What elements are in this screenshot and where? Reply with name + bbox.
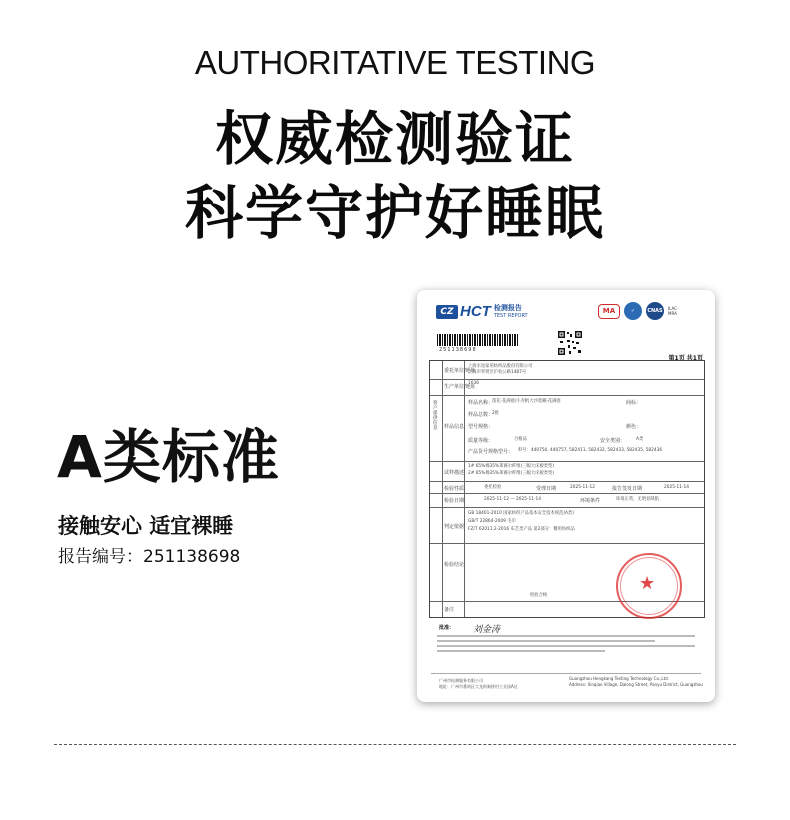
product-code-label: 产品货号规格型号： bbox=[468, 449, 514, 455]
fine-print-line bbox=[437, 640, 655, 642]
sample-section-label: 样品信息 bbox=[444, 424, 465, 430]
footer-address-en: Address: Xinqiao Village, Dalong Street, Panyu District, Guangzhou bbox=[569, 682, 703, 687]
product-code-value: 料号：440750, 440757, 582411, 582432, 582433, 582435, 582436 bbox=[518, 448, 663, 453]
header-chinese-line-2: 科学守护好睡眠 bbox=[184, 179, 605, 247]
grade-subtitle: 接触安心 适宜裸睡 bbox=[58, 514, 234, 538]
fine-print-line bbox=[437, 635, 695, 637]
hct-logo-en: TEST REPORT bbox=[493, 312, 528, 319]
footer-company-cn: 广州市检测服务有限公司 bbox=[439, 678, 483, 683]
test-report-card bbox=[417, 290, 715, 702]
producer-label: 生产单位/地址 bbox=[444, 384, 476, 390]
hct-logo-mark: CZ bbox=[436, 305, 458, 319]
page-number: 第1页 共1页 bbox=[668, 355, 703, 362]
star-icon: ★ bbox=[639, 573, 656, 594]
env-value: 环境正常，无明显缺陷 bbox=[616, 497, 659, 502]
barcode-number: 251138698 bbox=[439, 347, 477, 353]
sample-qty-value: 2批 bbox=[492, 411, 500, 416]
grade-title: A类标准 bbox=[57, 423, 280, 491]
ilac-cert-icon: ✓ bbox=[624, 302, 642, 320]
footer-divider bbox=[431, 673, 701, 674]
hct-logo-text: HCT bbox=[460, 303, 491, 320]
test-type-label: 检验性质 bbox=[444, 486, 465, 492]
footer-address-cn: 地址：广州市番禺区大龙街新桥村工业园A区 bbox=[439, 684, 518, 689]
qr-code-icon bbox=[557, 330, 583, 356]
conclusion-value: 检验合格 bbox=[530, 593, 548, 598]
receive-date-label: 受理日期 bbox=[536, 486, 557, 492]
basis-label: 判定依据 bbox=[444, 524, 465, 530]
sample-brand-label: 商标： bbox=[626, 400, 642, 406]
certification-marks bbox=[598, 302, 684, 320]
specimen-desc-label: 试样描述 bbox=[444, 470, 465, 476]
report-date-label: 报告签发日期 bbox=[612, 486, 643, 492]
quality-grade-value: 合格品 bbox=[514, 437, 527, 442]
dashed-divider bbox=[54, 744, 736, 745]
report-number: 报告编号：251138698 bbox=[58, 547, 241, 567]
basis-value-3: FZ/T 62011.2-2016 布艺类产品 第2部分：餐用纺织品 bbox=[468, 527, 575, 532]
footer-right bbox=[569, 676, 703, 688]
specimen-desc-value-1: 1# 65%棉35%莱赛尔纤维(三幅大床板类型) bbox=[468, 464, 555, 469]
quality-grade-label: 质量等级： bbox=[468, 438, 494, 444]
hct-logo bbox=[436, 303, 528, 320]
specimen-desc-value-2: 2# 65%棉35%莱赛尔纤维(三幅大床板类型) bbox=[468, 471, 555, 476]
sample-qty-label: 样品总数： bbox=[468, 412, 494, 418]
side-section-label: 客户提供信息 bbox=[433, 401, 438, 431]
basis-value-1: GB 18401-2010 国家纺织产品基本安全技术规范(A类) bbox=[468, 511, 574, 516]
header-english-title: AUTHORITATIVE TESTING bbox=[194, 44, 596, 81]
conclusion-label: 检验结论 bbox=[444, 562, 465, 568]
model-label: 型号规格： bbox=[468, 424, 494, 430]
cnas-cert-icon: CNAS bbox=[646, 302, 664, 320]
official-seal-stamp bbox=[616, 553, 682, 619]
barcode-icon bbox=[437, 334, 519, 346]
header-chinese-line-1: 权威检测验证 bbox=[214, 105, 575, 173]
fine-print-line bbox=[437, 650, 605, 652]
test-type-value: 委托检验 bbox=[484, 485, 502, 490]
safety-class-value: A类 bbox=[636, 437, 644, 442]
client-label: 委托单位/地址 bbox=[444, 368, 476, 374]
client-name: 上海水星家用纺织品股份有限公司 bbox=[468, 364, 533, 369]
sample-name-label: 样品名称： bbox=[468, 400, 494, 406]
approver-label: 批准： bbox=[439, 625, 455, 631]
footer-left bbox=[439, 678, 518, 690]
footer-company-en: Guangzhou Hengkang Testing Technology Co.,Ltd. bbox=[569, 676, 669, 681]
basis-value-2: GB/T 22864-2009 毛巾 bbox=[468, 519, 516, 524]
ma-cert-icon: MA bbox=[598, 304, 620, 319]
color-label: 颜色： bbox=[626, 424, 642, 430]
env-label: 环境条件 bbox=[580, 498, 601, 504]
client-address: 上海市奉贤区沪杭公路1487号 bbox=[468, 370, 527, 375]
producer-value: 1036 bbox=[468, 381, 479, 386]
remark-label: 备注 bbox=[444, 607, 455, 613]
report-date-value: 2025-11-14 bbox=[664, 485, 689, 490]
fine-print-line bbox=[437, 645, 695, 647]
sample-name-value: 蓬花·花满庭/小赤帆大沙莫蛾·花满庭 bbox=[492, 399, 561, 404]
test-date-label: 检验日期 bbox=[444, 498, 465, 504]
hct-logo-cn: 检测报告 bbox=[493, 303, 522, 312]
test-date-value: 2025-11-12 — 2025-11-14 bbox=[484, 497, 541, 502]
receive-date-value: 2025-11-12 bbox=[570, 485, 595, 490]
ilac-cert-label: ILAC-MRA bbox=[668, 306, 679, 316]
safety-class-label: 安全类别： bbox=[600, 438, 626, 444]
signature: 刘金涛 bbox=[473, 625, 501, 635]
